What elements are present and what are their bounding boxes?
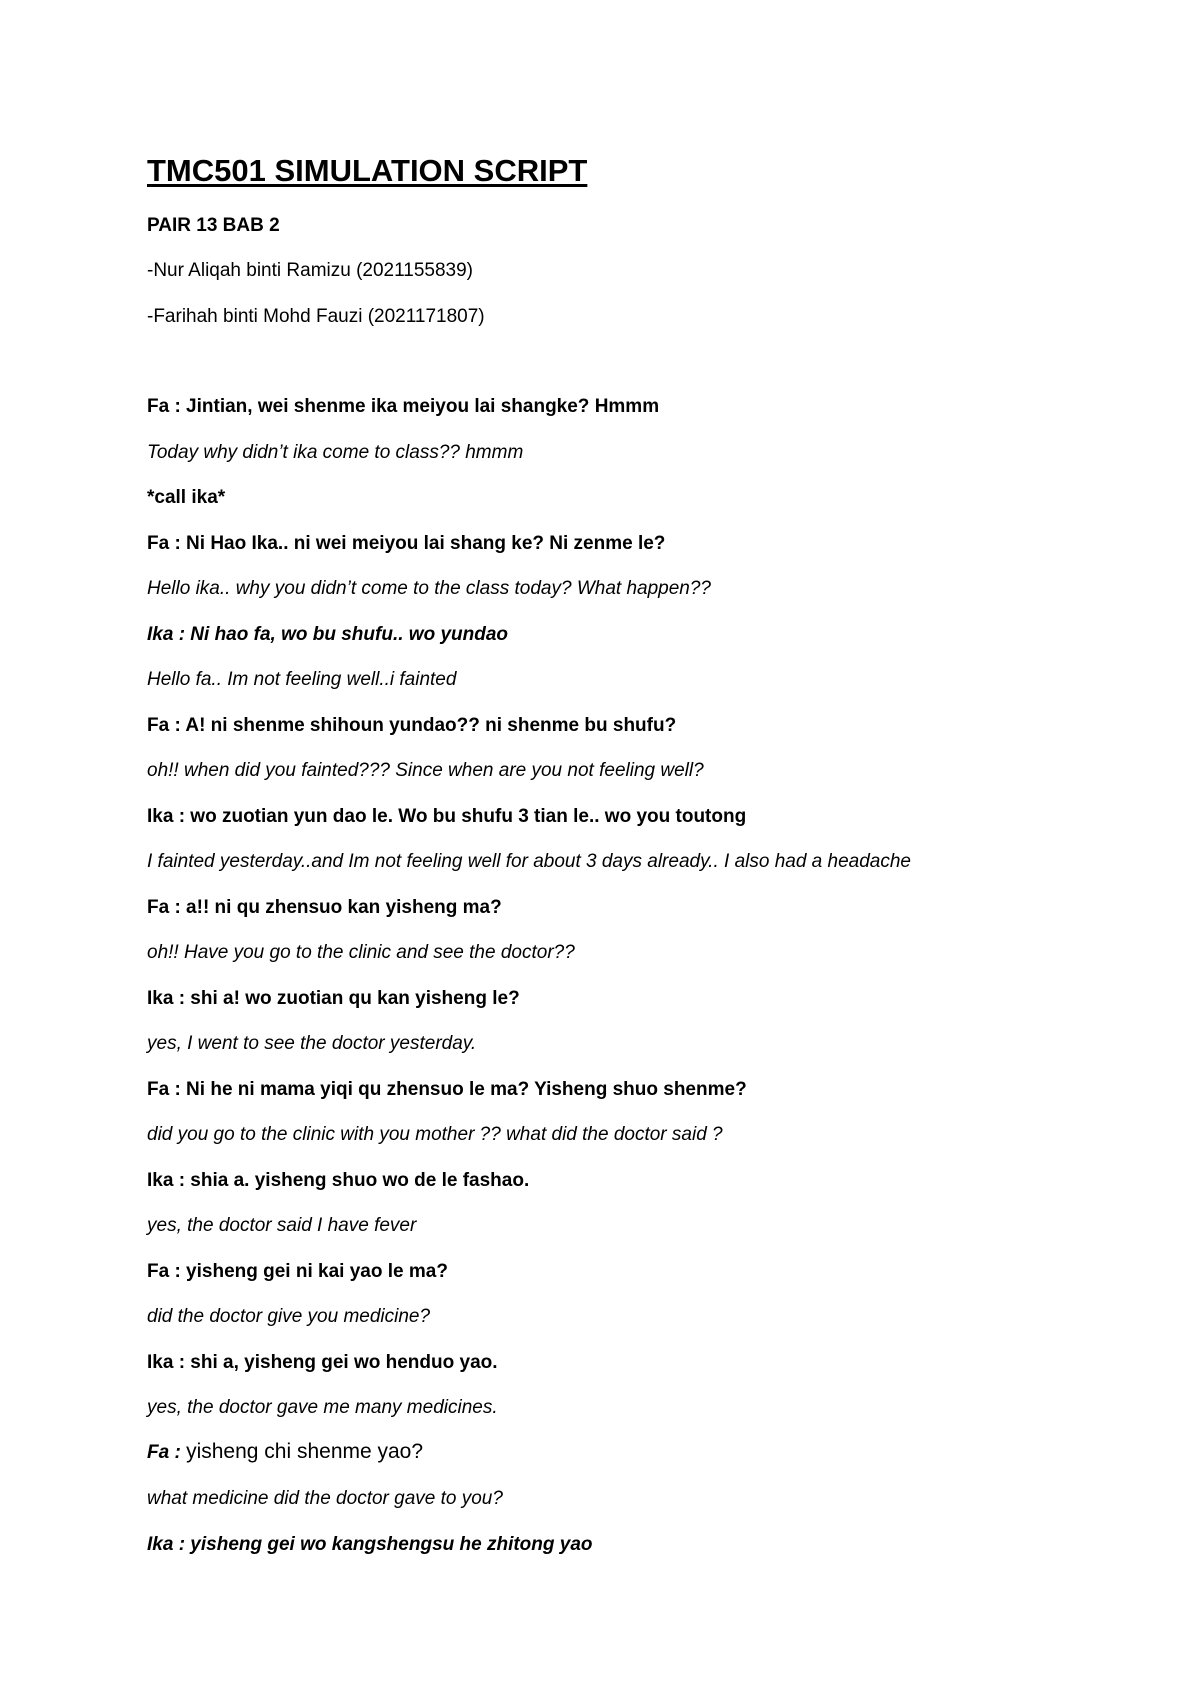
script-line-fa: Fa : Jintian, wei shenme ika meiyou lai shangke? Hmmm <box>147 396 660 417</box>
script-line-fa: Fa : Ni Hao Ika.. ni wei meiyou lai shang ke? Ni zenme le? <box>147 533 666 554</box>
script-translation: did you go to the clinic with you mother ?? what did the doctor said ? <box>147 1124 723 1145</box>
script-translation: Hello ika.. why you didn’t come to the class today? What happen?? <box>147 578 711 599</box>
script-translation: yes, the doctor said I have fever <box>147 1215 417 1236</box>
member-2: -Farihah binti Mohd Fauzi (2021171807) <box>147 306 485 327</box>
script-line-ika: Ika : Ni hao fa, wo bu shufu.. wo yundao <box>147 624 509 645</box>
script-translation: Hello fa.. Im not feeling well..i fainted <box>147 669 457 690</box>
script-line-fa: Fa : a!! ni qu zhensuo kan yisheng ma? <box>147 897 502 918</box>
script-translation: oh!! when did you fainted??? Since when are you not feeling well? <box>147 760 704 781</box>
script-translation: what medicine did the doctor gave to you? <box>147 1488 503 1509</box>
speaker-label: Fa : <box>147 1442 181 1463</box>
stage-direction: *call ika* <box>147 487 226 508</box>
script-translation: I fainted yesterday..and Im not feeling well for about 3 days already.. I also had a headache <box>147 851 911 872</box>
script-translation: yes, I went to see the doctor yesterday. <box>147 1033 477 1054</box>
script-translation: yes, the doctor gave me many medicines. <box>147 1397 498 1418</box>
script-line-fa: Fa : yisheng gei ni kai yao le ma? <box>147 1261 448 1282</box>
script-line-ika: Ika : shi a, yisheng gei wo henduo yao. <box>147 1352 498 1373</box>
script-line-fa: Fa : Ni he ni mama yiqi qu zhensuo le ma? Yisheng shuo shenme? <box>147 1079 747 1100</box>
script-line-ika: Ika : yisheng gei wo kangshengsu he zhitong yao <box>147 1534 593 1555</box>
script-line-fa <box>147 1440 423 1465</box>
script-translation: did the doctor give you medicine? <box>147 1306 431 1327</box>
script-line-ika: Ika : shia a. yisheng shuo wo de le fashao. <box>147 1170 530 1191</box>
script-translation: oh!! Have you go to the clinic and see the doctor?? <box>147 942 575 963</box>
speaker-text: yisheng chi shenme yao? <box>186 1440 424 1463</box>
script-line-ika: Ika : shi a! wo zuotian qu kan yisheng le? <box>147 988 520 1009</box>
document-title: TMC501 SIMULATION SCRIPT <box>147 153 588 188</box>
script-line-fa: Fa : A! ni shenme shihoun yundao?? ni shenme bu shufu? <box>147 715 677 736</box>
script-line-ika: Ika : wo zuotian yun dao le. Wo bu shufu 3 tian le.. wo you toutong <box>147 806 747 827</box>
pair-bab-line: PAIR 13 BAB 2 <box>147 215 280 236</box>
member-1: -Nur Aliqah binti Ramizu (2021155839) <box>147 260 473 281</box>
script-translation: Today why didn’t ika come to class?? hmmm <box>147 442 524 463</box>
